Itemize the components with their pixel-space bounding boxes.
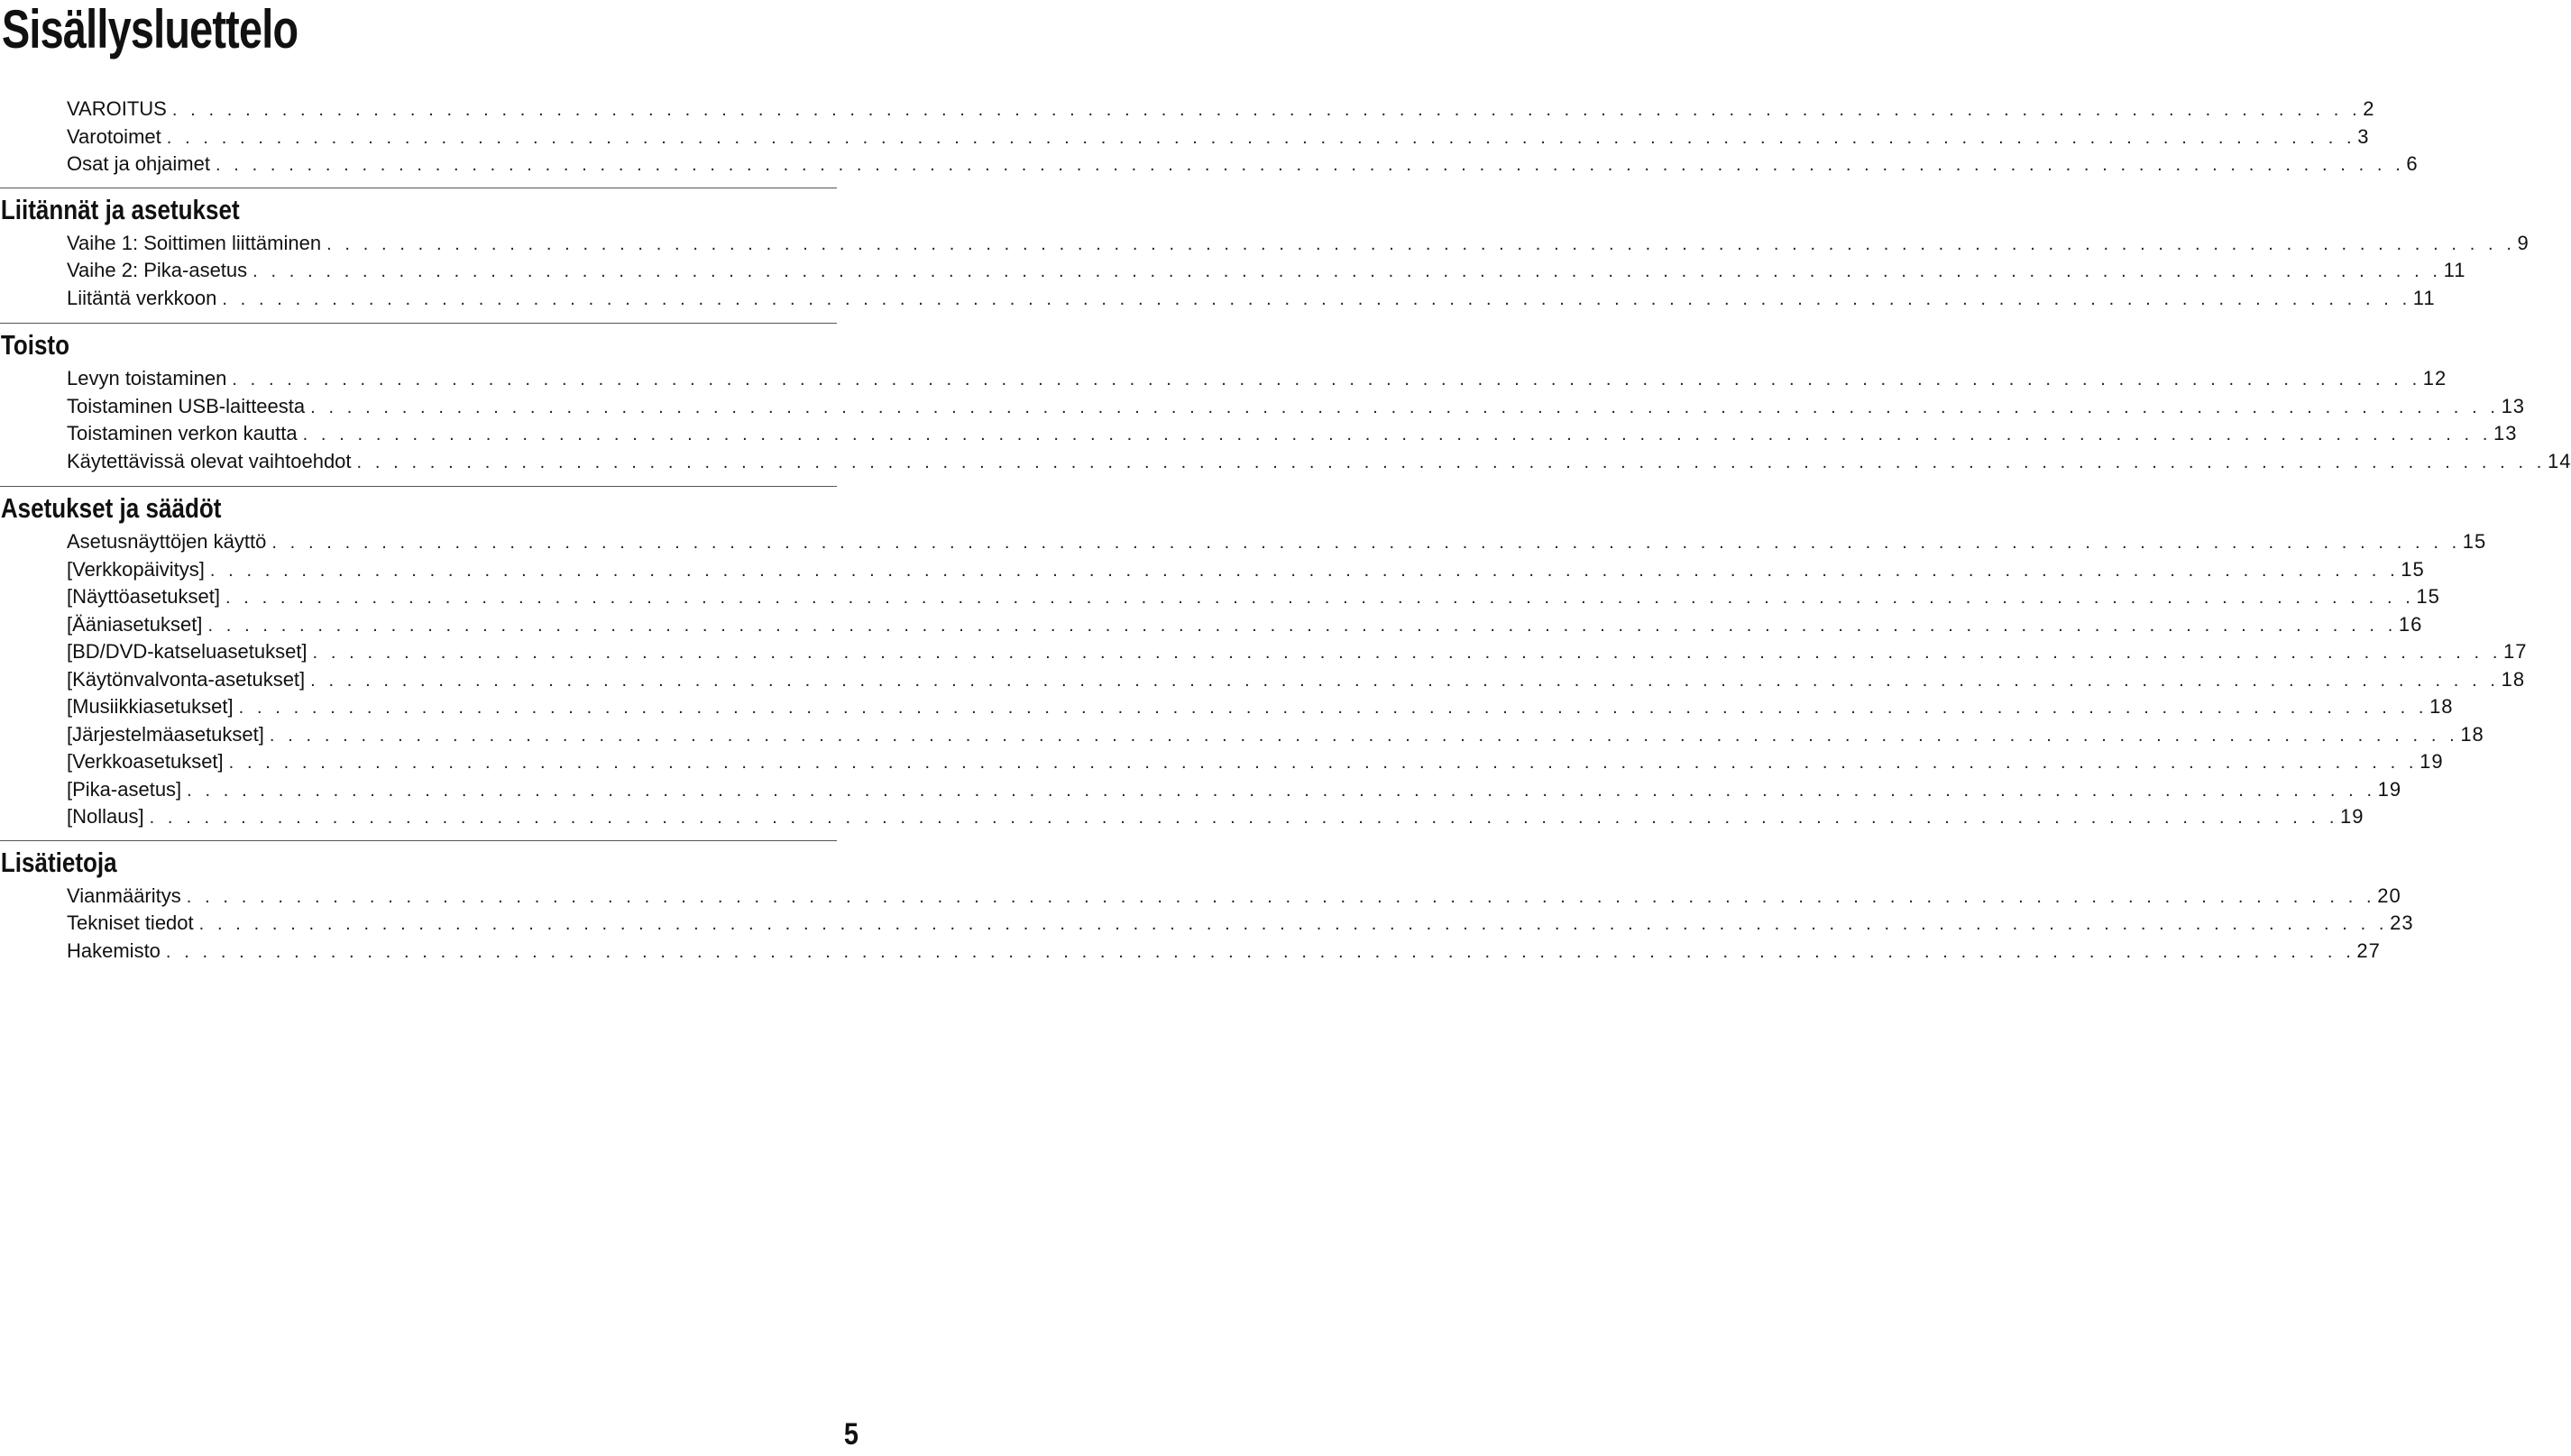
toc-entry-page: 18 (2460, 722, 2484, 746)
dot-leader: . . . . . . . . . . . . . . . . . . . . . . . . . . . . . . . . . . . . . . . . . . . . . . . . . . . . . . . . . . . . . . . . . . . . . . . . . . . . . . . . . . . . . . . . . . . . . . . . . . . . . . . . . . . . . . . . . . . . . . . . (271, 533, 2461, 553)
dot-leader: . . . . . . . . . . . . . . . . . . . . . . . . . . . . . . . . . . . . . . . . . . . . . . . . . . . . . . . . . . . . . . . . . . . . . . . . . . . . . . . . . . . . . . . . . . . . . . . . . . . . . . . . . . . . . . . . . . . . . . . . (269, 725, 2459, 746)
toc-entry[interactable] (67, 776, 2402, 804)
toc-entry-label: Toistaminen USB-laitteesta (67, 394, 306, 417)
dot-leader: . . . . . . . . . . . . . . . . . . . . . . . . . . . . . . . . . . . . . . . . . . . . . . . . . . . . . . . . . . . . . . . . . . . . . . . . . . . . . . . . . . . . . . . . . . . . . . . . . . . . . . . . . . . . . . . . . . . . . . . . (186, 886, 2376, 907)
section-heading: Toisto (0, 329, 70, 361)
toc-entry-page: 11 (2412, 286, 2436, 309)
dot-leader: . . . . . . . . . . . . . . . . . . . . . . . . . . . . . . . . . . . . . . . . . . . . . . . . . . . . . . . . . . . . . . . . . . . . . . . . . . . . . . . . . . . . . . . . . . . . . . . . . . . . . . . . . . . . . . . . . . . . . . . . (302, 425, 2493, 444)
dot-leader: . . . . . . . . . . . . . . . . . . . . . . . . . . . . . . . . . . . . . . . . . . . . . . . . . . . . . . . . . . . . . . . . . . . . . . . . . . . . . . . . . . . . . . . . . . . . . . . . . . . . . . . . . . . . . . . . . . . . . . . . (171, 100, 2362, 120)
toc-entry-label: [Käytönvalvonta-asetukset] (67, 667, 306, 691)
toc-entry-label: Vaihe 1: Soittimen liittäminen (67, 231, 322, 254)
dot-leader: . . . . . . . . . . . . . . . . . . . . . . . . . . . . . . . . . . . . . . . . . . . . . . . . . . . . . . . . . . . . . . . . . . . . . . . . . . . . . . . . . . . . . . . . . . . . . . . . . . . . . . . . . . . . . . . . . . . . . . . . (198, 914, 2389, 934)
toc-entry-page: 13 (2501, 394, 2526, 417)
toc-entry[interactable] (67, 528, 2487, 556)
toc-entry-page: 9 (2517, 231, 2530, 254)
toc-entry[interactable] (67, 230, 2530, 258)
toc-entry-label: [Ääniasetukset] (67, 612, 203, 636)
toc-section (0, 323, 2571, 486)
toc-entry-list (0, 96, 2419, 179)
table-of-contents (0, 92, 2571, 974)
toc-entry[interactable] (67, 96, 2375, 124)
toc-entry-label: Toistaminen verkon kautta (67, 422, 298, 444)
toc-entry-list (0, 883, 2414, 966)
dot-leader: . . . . . . . . . . . . . . . . . . . . . . . . . . . . . . . . . . . . . . . . . . . . . . . . . . . . . . . . . . . . . . . . . . . . . . . . . . . . . . . . . . . . . . . . . . . . . . . . . . . . . . . . . . . . . . . . . . . . . . . . (326, 234, 2516, 254)
section-heading: Liitännät ja asetukset (0, 193, 240, 225)
toc-entry[interactable] (67, 285, 2436, 313)
toc-entry-label: Vianmääritys (67, 884, 181, 907)
toc-entry-label: [Pika-asetus] (67, 777, 182, 801)
toc-entry[interactable] (67, 693, 2454, 721)
dot-leader: . . . . . . . . . . . . . . . . . . . . . . . . . . . . . . . . . . . . . . . . . . . . . . . . . . . . . . . . . . . . . . . . . . . . . . . . . . . . . . . . . . . . . . . . . . . . . . . . . . . . . . . . . . . . . . . . . . . . . . . . (207, 615, 2397, 636)
toc-entry-label: [Järjestelmäasetukset] (67, 722, 264, 746)
dot-leader: . . . . . . . . . . . . . . . . . . . . . . . . . . . . . . . . . . . . . . . . . . . . . . . . . . . . . . . . . . . . . . . . . . . . . . . . . . . . . . . . . . . . . . . . . . . . . . . . . . . . . . . . . . . . . . . . . . . . . . . . (209, 560, 2400, 581)
dot-leader: . . . . . . . . . . . . . . . . . . . . . . . . . . . . . . . . . . . . . . . . . . . . . . . . . . . . . . . . . . . . . . . . . . . . . . . . . . . . . . . . . . . . . . . . . . . . . . . . . . . . . . . . . . . . . . . . . . . . . . . . (310, 397, 2500, 417)
toc-entry-page: 18 (2429, 695, 2454, 718)
dot-leader: . . . . . . . . . . . . . . . . . . . . . . . . . . . . . . . . . . . . . . . . . . . . . . . . . . . . . . . . . . . . . . . . . . . . . . . . . . . . . . . . . . . . . . . . . . . . . . . . . . . . . . . . . . . . . . . . . . . . . . . . (215, 155, 2405, 175)
dot-leader: . . . . . . . . . . . . . . . . . . . . . . . . . . . . . . . . . . . . . . . . . . . . . . . . . . . . . . . . . . . . . . . . . . . . . . . . . . . . . . . . . . . . . . . . . . . . . . . . . . . . . . . . . . . . . . . . . . . . . . . . (187, 780, 2376, 801)
toc-section (0, 486, 2528, 840)
dot-leader: . . . . . . . . . . . . . . . . . . . . . . . . . . . . . . . . . . . . . . . . . . . . . . . . . . . . . . . . . . . . . . . . . . . . . . . . . . . . . . . . . . . . . . . . . . . . . . . . . . . . . . . . . . . . . . . . . . . . . . . . (310, 670, 2500, 691)
toc-entry[interactable] (67, 393, 2526, 421)
toc-entry[interactable] (67, 365, 2447, 393)
dot-leader: . . . . . . . . . . . . . . . . . . . . . . . . . . . . . . . . . . . . . . . . . . . . . . . . . . . . . . . . . . . . . . . . . . . . . . . . . . . . . . . . . . . . . . . . . . . . . . . . . . . . . . . . . . . . . . . . . . . . . . . . (232, 370, 2421, 389)
toc-entry-label: [Näyttöasetukset] (67, 585, 220, 608)
toc-entry-page: 3 (2357, 124, 2370, 148)
toc-entry-label: Hakemisto (67, 939, 161, 962)
toc-entry[interactable] (67, 420, 2518, 448)
toc-entry-page: 19 (2419, 750, 2444, 773)
toc-entry[interactable] (67, 910, 2414, 938)
toc-section (0, 92, 2419, 188)
toc-entry-label: VAROITUS (67, 97, 167, 120)
toc-entry[interactable] (67, 583, 2440, 611)
dot-leader: . . . . . . . . . . . . . . . . . . . . . . . . . . . . . . . . . . . . . . . . . . . . . . . . . . . . . . . . . . . . . . . . . . . . . . . . . . . . . . . . . . . . . . . . . . . . . . . . . . . . . . . . . . . . . . . . . . . . . . . . (253, 261, 2442, 281)
dot-leader: . . . . . . . . . . . . . . . . . . . . . . . . . . . . . . . . . . . . . . . . . . . . . . . . . . . . . . . . . . . . . . . . . . . . . . . . . . . . . . . . . . . . . . . . . . . . . . . . . . . . . . . . . . . . . . . . . . . . . . . . (225, 588, 2415, 608)
toc-entry[interactable] (67, 151, 2419, 179)
toc-entry[interactable] (67, 721, 2484, 749)
toc-entry[interactable] (67, 638, 2528, 666)
toc-entry-page: 12 (2422, 367, 2447, 389)
dot-leader: . . . . . . . . . . . . . . . . . . . . . . . . . . . . . . . . . . . . . . . . . . . . . . . . . . . . . . . . . . . . . . . . . . . . . . . . . . . . . . . . . . . . . . . . . . . . . . . . . . . . . . . . . . . . . . . . . . . . . . . . (228, 753, 2419, 773)
dot-leader: . . . . . . . . . . . . . . . . . . . . . . . . . . . . . . . . . . . . . . . . . . . . . . . . . . . . . . . . . . . . . . . . . . . . . . . . . . . . . . . . . . . . . . . . . . . . . . . . . . . . . . . . . . . . . . . . . . . . . . . . (222, 288, 2411, 309)
toc-entry-page: 15 (2462, 530, 2487, 553)
page-number: 5 (843, 1417, 859, 1451)
toc-entry-page: 11 (2443, 259, 2466, 281)
dot-leader: . . . . . . . . . . . . . . . . . . . . . . . . . . . . . . . . . . . . . . . . . . . . . . . . . . . . . . . . . . . . . . . . . . . . . . . . . . . . . . . . . . . . . . . . . . . . . . . . . . . . . . . . . . . . . . . . . . . . . . . . (149, 808, 2339, 828)
toc-entry-page: 15 (2401, 557, 2425, 581)
toc-entry-page: 19 (2340, 805, 2364, 828)
toc-entry-page: 14 (2547, 449, 2571, 472)
toc-entry[interactable] (67, 938, 2381, 966)
toc-entry[interactable] (67, 883, 2401, 911)
toc-entry-label: Asetusnäyttöjen käyttö (67, 530, 267, 553)
toc-entry[interactable] (67, 448, 2571, 476)
toc-entry[interactable] (67, 803, 2364, 831)
toc-entry-page: 17 (2502, 640, 2528, 663)
section-heading: Asetukset ja säädöt (0, 492, 222, 524)
dot-leader: . . . . . . . . . . . . . . . . . . . . . . . . . . . . . . . . . . . . . . . . . . . . . . . . . . . . . . . . . . . . . . . . . . . . . . . . . . . . . . . . . . . . . . . . . . . . . . . . . . . . . . . . . . . . . . . . . . . . . . . . (166, 127, 2356, 148)
toc-entry[interactable] (67, 666, 2526, 694)
toc-entry-label: Varotoimet (67, 124, 161, 148)
toc-entry-list (0, 365, 2571, 475)
toc-entry-label: Vaihe 2: Pika-asetus (67, 259, 248, 281)
dot-leader: . . . . . . . . . . . . . . . . . . . . . . . . . . . . . . . . . . . . . . . . . . . . . . . . . . . . . . . . . . . . . . . . . . . . . . . . . . . . . . . . . . . . . . . . . . . . . . . . . . . . . . . . . . . . . . . . . . . . . . . . (165, 941, 2355, 962)
toc-entry-label: Käytettävissä olevat vaihtoehdot (67, 449, 352, 472)
dot-leader: . . . . . . . . . . . . . . . . . . . . . . . . . . . . . . . . . . . . . . . . . . . . . . . . . . . . . . . . . . . . . . . . . . . . . . . . . . . . . . . . . . . . . . . . . . . . . . . . . . . . . . . . . . . . . . . . . . . . . . . . (238, 698, 2429, 718)
toc-entry-page: 15 (2416, 585, 2440, 608)
toc-entry-page: 18 (2501, 667, 2526, 691)
toc-entry-label: [BD/DVD-katseluasetukset] (67, 640, 308, 663)
toc-entry-list (0, 528, 2528, 831)
toc-entry-page: 2 (2363, 97, 2375, 120)
toc-section (0, 188, 2530, 324)
page-title: Sisällysluettelo (2, 0, 298, 60)
toc-entry-label: Levyn toistaminen (67, 367, 227, 389)
toc-section (0, 840, 2414, 975)
dot-leader: . . . . . . . . . . . . . . . . . . . . . . . . . . . . . . . . . . . . . . . . . . . . . . . . . . . . . . . . . . . . . . . . . . . . . . . . . . . . . . . . . . . . . . . . . . . . . . . . . . . . . . . . . . . . . . . . . . . . . . . . (356, 452, 2546, 472)
toc-entry[interactable] (67, 748, 2444, 776)
toc-entry-page: 16 (2398, 612, 2423, 636)
dot-leader: . . . . . . . . . . . . . . . . . . . . . . . . . . . . . . . . . . . . . . . . . . . . . . . . . . . . . . . . . . . . . . . . . . . . . . . . . . . . . . . . . . . . . . . . . . . . . . . . . . . . . . . . . . . . . . . . . . . . . . . . (312, 643, 2502, 663)
toc-entry-page: 6 (2406, 152, 2419, 175)
toc-entry-page: 13 (2493, 422, 2518, 444)
toc-entry-page: 27 (2356, 939, 2381, 962)
toc-entry-label: Liitäntä verkkoon (67, 286, 217, 309)
toc-entry[interactable] (67, 257, 2466, 285)
toc-entry[interactable] (67, 611, 2423, 639)
toc-entry[interactable] (67, 556, 2425, 584)
toc-entry-label: [Nollaus] (67, 805, 144, 828)
toc-entry-label: Tekniset tiedot (67, 911, 194, 934)
toc-entry-label: [Verkkopäivitys] (67, 557, 205, 581)
toc-entry-page: 23 (2390, 911, 2414, 934)
toc-entry-label: [Verkkoasetukset] (67, 750, 224, 773)
toc-entry-label: Osat ja ohjaimet (67, 152, 210, 175)
toc-entry-list (0, 230, 2530, 313)
section-heading: Lisätietoja (0, 846, 117, 878)
toc-entry-label: [Musiikkiasetukset] (67, 695, 234, 718)
toc-entry-page: 20 (2377, 884, 2401, 907)
toc-entry-page: 19 (2377, 777, 2402, 801)
toc-entry[interactable] (67, 124, 2370, 151)
